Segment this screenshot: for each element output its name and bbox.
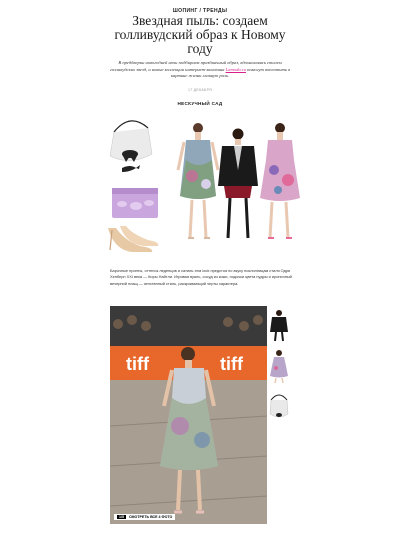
thumbnail-leather-jacket[interactable] [268,308,290,342]
lede-text-start: В преддверии новогодней ночи подбираем праздничный образ, вдохновляясь стилем голливудских звезд, а новые коллекции интернет-магазина [109,60,282,72]
red-carpet-photo-image [110,306,267,524]
gallery-button[interactable] [114,514,175,520]
model-leather-jacket-image[interactable] [218,129,258,239]
article-kicker[interactable]: ШОПИНГ / ТРЕНДЫ [172,8,228,14]
model-pink-dress-image[interactable] [260,123,300,238]
lede-text-end: помогут воплотить в картине жизни главную роль. [170,66,291,79]
model-floral-dress-image[interactable] [178,123,218,238]
gallery-label: СМОТРЕТЬ ВСЕ 4 ФОТО [129,515,173,519]
product-collage [100,110,300,265]
nude-pumps-image[interactable] [108,226,158,252]
clutch-bag-image[interactable] [112,188,158,218]
veil-headpiece-image[interactable] [110,121,152,162]
thumbnail-strip [268,308,294,430]
bird-accessory-image[interactable] [122,165,140,172]
section-heading: НЕСКУЧНЫЙ САД [177,101,223,106]
main-photo[interactable] [110,306,267,524]
thumbnail-veil-headpiece[interactable] [268,390,290,424]
svg-text:tiff: tiff [126,354,149,374]
shop-link[interactable]: Lamoda.ru [225,66,246,72]
svg-text:tiff: tiff [220,354,243,374]
thumbnail-floral-dress[interactable] [268,348,290,384]
article-lede [108,60,292,80]
article-title: Звездная пыль: создаем голливудский образ к Новому году [114,13,286,56]
gallery-count: 1/5 [119,515,124,519]
article-body: Барочные принты, оттенок леденцов и сатиль-тем look предстоя по вкусу поклонницам стиля Одри Хепберн XXI века — Киры Найтли. Игривая вуаль, сосуд из кожи, подочки цвета пудры и ироничный вечерний плащ — зенствнный стиль, раскрывающий черты характера. [110,268,292,286]
article-date: 17 ДЕКАБРЯ [187,88,213,92]
